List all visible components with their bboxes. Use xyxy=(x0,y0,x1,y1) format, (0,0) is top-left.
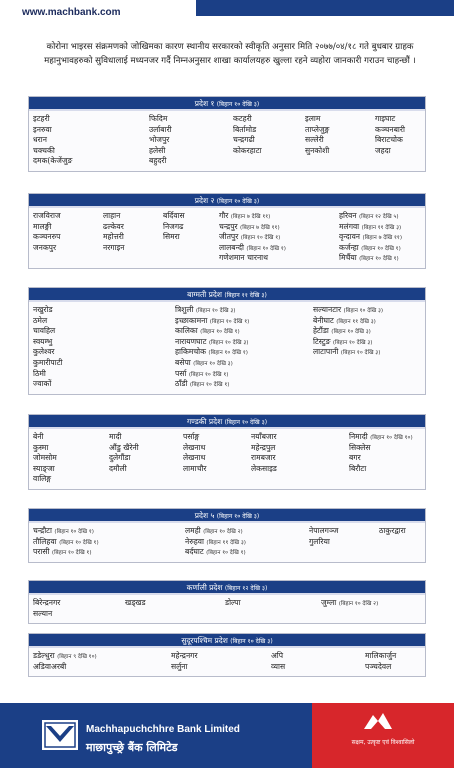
branch-row xyxy=(29,156,425,167)
branch-name xyxy=(183,453,205,464)
branch-label: लालबन्दी xyxy=(219,242,244,252)
branch-label: स्वयम्भु xyxy=(33,336,53,346)
branch-label: नरगाइन xyxy=(103,242,125,252)
branch-label: ढल्केवर xyxy=(103,221,124,231)
branch-hours-note: (बिहान १० देखि १) xyxy=(240,235,281,242)
branch-label: सिमरा xyxy=(163,232,180,242)
bank-name-nepali: माछापुच्छ्रे बैंक लिमिटेड xyxy=(86,741,178,754)
mountain-logo-icon xyxy=(364,711,392,731)
branch-label: बेनीघाट xyxy=(313,315,334,325)
branch-name xyxy=(233,146,262,157)
branch-label: कोकरहाटा xyxy=(233,145,262,155)
branch-label: कालिका xyxy=(175,326,198,336)
branch-label: बिरौटा xyxy=(349,463,367,473)
branch-name xyxy=(33,379,51,390)
branch-hours-note: (बिहान १० देखि १) xyxy=(189,382,230,389)
branch-row xyxy=(29,243,425,254)
branch-label: पञ्चदेवल xyxy=(365,661,392,671)
branch-label: कञ्चनरुप xyxy=(33,232,61,242)
branch-name xyxy=(33,662,66,673)
branch-name xyxy=(149,125,172,136)
branch-hours-note: (बिहान १२ देखि ५) xyxy=(358,214,399,220)
province-title xyxy=(29,415,425,429)
branch-label: राजविराज xyxy=(33,211,61,220)
branch-row xyxy=(29,662,425,673)
branch-name xyxy=(33,316,47,327)
branch-label: नेपालगञ्ज xyxy=(309,526,339,535)
branch-hours-note: (बिहान १० देखि १) xyxy=(361,245,401,252)
branch-name xyxy=(163,222,183,233)
branch-label: बिराटचोक xyxy=(375,135,403,145)
branch-hours-note: (बिहान १० देखि ३) xyxy=(208,339,249,346)
branch-label: मादी xyxy=(109,432,122,441)
branch-name xyxy=(183,443,205,454)
branch-label: महेन्द्रनगर xyxy=(171,651,198,660)
branch-name xyxy=(33,125,52,136)
province-hours: (बिहान १२ देखि ३) xyxy=(224,585,268,592)
branch-hours-note: (बिहान १० देखि २) xyxy=(203,529,243,535)
branch-hours-note: (बिहान ९ देखि १०) xyxy=(57,654,97,660)
branch-name xyxy=(219,253,268,264)
province-hours: (बिहान १० देखि ३) xyxy=(216,198,260,205)
branch-label: कर्जन्हा xyxy=(339,242,359,252)
branch-row xyxy=(29,135,425,146)
province-title xyxy=(29,97,425,111)
branch-hours-note: (बिहान १० देखि ३) xyxy=(193,360,233,367)
branch-name xyxy=(103,222,124,233)
branch-label: सुनकोशी xyxy=(305,145,330,155)
website-url[interactable]: www.machbank.com xyxy=(22,7,121,18)
province-section xyxy=(28,193,426,269)
branch-label: स्याङ्जा xyxy=(33,463,55,473)
branch-name xyxy=(33,232,60,243)
branch-name xyxy=(163,211,185,222)
province-title xyxy=(29,288,425,302)
branch-hours-note: (बिहान १० देखि १) xyxy=(359,256,399,263)
branch-label: मिर्चैया xyxy=(339,253,357,263)
branch-label: जनकपुर xyxy=(33,242,57,252)
branch-label: वृन्दावन xyxy=(339,232,361,242)
branch-label: लाटापानी xyxy=(313,347,339,357)
branch-hours-note: (बिहान ७ देखि ११) xyxy=(362,235,403,242)
branch-name xyxy=(33,211,61,222)
branch-name xyxy=(305,135,324,146)
branch-name xyxy=(309,526,338,537)
branch-name xyxy=(33,135,47,146)
branch-name xyxy=(365,651,396,662)
branch-label: लेकसाइड xyxy=(251,463,277,473)
branch-name xyxy=(33,474,51,485)
branch-name xyxy=(33,609,52,620)
branch-name xyxy=(171,651,198,662)
province-section xyxy=(28,508,426,563)
branch-name xyxy=(33,358,63,369)
branch-name xyxy=(309,537,330,548)
branch-name xyxy=(33,326,55,337)
province-title xyxy=(29,634,425,648)
branch-row xyxy=(29,211,425,222)
branch-row xyxy=(29,369,425,380)
branch-label: हरिवन xyxy=(339,211,357,220)
branch-label: नारायणघाट xyxy=(175,336,207,346)
branch-hours-note: (बिहान ११ देखि ३) xyxy=(336,318,376,325)
branch-label: फिदिम xyxy=(149,114,168,123)
branch-row xyxy=(29,125,425,136)
branch-row xyxy=(29,443,425,454)
branch-row xyxy=(29,453,425,464)
branch-name xyxy=(149,135,169,146)
branch-name xyxy=(149,156,166,167)
branch-row xyxy=(29,651,425,662)
branch-label: दुलेगौंडा xyxy=(109,453,131,463)
branch-hours-note: (बिहान १० देखि १) xyxy=(54,529,94,535)
branch-label: भोजपुर xyxy=(149,135,170,145)
branch-label: व्यास xyxy=(271,661,286,671)
branch-name xyxy=(375,146,391,157)
branch-row xyxy=(29,598,425,609)
branch-label: गाइघाट xyxy=(375,114,396,123)
province-name: प्रदेश २ xyxy=(194,196,215,205)
branch-name xyxy=(33,337,52,348)
branch-label: पर्साङ्ग xyxy=(183,432,200,441)
branch-hours-note: (बिहान १० देखि १) xyxy=(206,550,246,557)
branch-name xyxy=(125,598,146,609)
branch-name xyxy=(305,146,329,157)
branch-row xyxy=(29,432,425,443)
province-title xyxy=(29,194,425,208)
branch-row xyxy=(29,474,425,485)
branch-name xyxy=(365,662,391,673)
branch-label: लामाचौर xyxy=(183,463,207,473)
branch-hours-note: (बिहान १० देखि ३) xyxy=(332,339,373,346)
branch-label: चन्द्रपुर xyxy=(219,221,238,231)
branch-name xyxy=(339,253,399,265)
branch-hours-note: (बिहान १० देखि ३) xyxy=(331,329,371,336)
branch-label: गणेशमान चारनाथ xyxy=(219,253,268,263)
branch-label: खड्खड xyxy=(125,598,146,607)
branch-row xyxy=(29,347,425,358)
branch-label: लाहान xyxy=(103,211,121,220)
branch-label: डडेल्धुरा xyxy=(33,651,55,660)
branch-name xyxy=(109,464,127,475)
branch-name xyxy=(103,232,124,243)
branch-hours-note: (बिहान १० देखि ३) xyxy=(195,308,236,314)
branch-label: जीतपुर xyxy=(219,232,239,242)
bank-logo-icon xyxy=(42,720,78,750)
branch-name xyxy=(149,114,167,125)
branch-name xyxy=(33,369,46,380)
branch-label: बेनी xyxy=(33,432,44,441)
branch-label: बगर xyxy=(349,453,361,463)
branch-hours-note: (बिहान ११ देखि ३) xyxy=(361,224,402,231)
branch-name xyxy=(305,114,320,125)
branch-label: बसेपा xyxy=(175,357,191,367)
branch-name xyxy=(233,114,252,125)
branch-label: बर्दिवास xyxy=(163,211,185,220)
province-section xyxy=(28,96,426,172)
branch-label: बर्दघाट xyxy=(185,547,204,557)
branch-name xyxy=(33,305,53,316)
branch-name xyxy=(233,135,255,146)
branch-label: मालङ्गी xyxy=(33,221,52,231)
province-section xyxy=(28,580,426,624)
branch-label: महेन्द्रपुल xyxy=(251,442,276,452)
branch-name xyxy=(33,146,55,157)
branch-row xyxy=(29,114,425,125)
branch-row xyxy=(29,464,425,475)
branch-name xyxy=(109,443,139,454)
branch-name xyxy=(271,651,283,662)
branch-label: नेरुहवा xyxy=(185,536,204,546)
province-name: प्रदेश ५ xyxy=(194,511,215,520)
province-hours: (बिहान ११ देखि ३) xyxy=(224,292,267,299)
branch-label: मलंगवा xyxy=(339,221,360,231)
branch-label: इनरुवा xyxy=(33,124,52,134)
branch-label: इच्छाकामना xyxy=(175,315,208,325)
branch-name xyxy=(251,443,275,454)
branch-name xyxy=(33,453,57,464)
branch-name xyxy=(251,453,276,464)
province-title xyxy=(29,509,425,523)
branch-hours-note: (बिहान ७ देखि ११) xyxy=(230,214,271,220)
branch-name xyxy=(185,547,246,559)
province-hours: (बिहान १० देखि ३) xyxy=(216,513,260,520)
branch-label: गुलरिया xyxy=(309,536,330,546)
branch-label: जोमसोम xyxy=(33,453,57,463)
branch-label: कटहरी xyxy=(233,114,252,123)
branch-label: वालिङ्ग xyxy=(33,474,52,484)
branch-label: पर्सा xyxy=(175,368,187,378)
branch-label: धरान xyxy=(33,135,47,145)
branch-label: सिक्लेस xyxy=(349,442,371,452)
branch-label: ठाँडी xyxy=(175,379,188,389)
branch-name xyxy=(33,222,51,233)
branch-label: उर्लाबारी xyxy=(149,124,172,134)
bank-name-english: Machhapuchchhre Bank Limited xyxy=(86,724,240,735)
branch-label: बिर्तामोड xyxy=(233,124,257,134)
notice-text: कोरोना भाइरस संक्रमणको जोखिमका कारण स्थानीय सरकारको स्वीकृति अनुसार मिति २०७७/०४/१८ गते बुधबार ग्राहक महानुभावहरुको सुविधालाई मध्यनजर गर्दै निम्नअनुसार शाखा कार्यालयहरु खुल्ला रहने व्यहोरा जानकारी गराउन चाहन्छौं । xyxy=(44,42,416,66)
branch-name xyxy=(349,464,366,475)
branch-label: त्रिशुली xyxy=(175,305,194,314)
branch-label: निमादी xyxy=(349,432,368,441)
branch-hours-note: (बिहान १० देखि २) xyxy=(338,601,379,607)
branch-label: हलेसी xyxy=(149,145,166,155)
province-name: कर्णाली प्रदेश xyxy=(186,583,223,592)
branch-label: ठाकुरद्वारा xyxy=(379,526,406,535)
branch-label: लमही xyxy=(185,526,201,535)
top-bar xyxy=(0,0,454,26)
branch-row xyxy=(29,305,425,316)
province-name: गण्डकी प्रदेश xyxy=(186,417,223,426)
province-name: सुदूरपश्चिम प्रदेश xyxy=(181,636,228,645)
branch-label: हेटौंडा xyxy=(313,326,329,336)
bank-tagline: सक्षम, उत्कृष्ट एवं विश्वासिलो xyxy=(351,739,415,746)
branch-label: महोत्तरी xyxy=(103,232,124,242)
branch-label: चन्द्रौटा xyxy=(33,526,52,535)
branch-row xyxy=(29,222,425,233)
branch-name xyxy=(375,125,405,136)
branch-name xyxy=(109,432,122,443)
branch-label: बहुदरी xyxy=(149,156,167,166)
branch-label: कुस्मा xyxy=(33,442,49,452)
branch-name xyxy=(375,135,403,146)
branch-name xyxy=(375,114,395,125)
branch-row xyxy=(29,379,425,390)
branch-name xyxy=(183,464,207,475)
branch-label: सल्लेरी xyxy=(305,135,324,145)
branch-label: ज्वाकों xyxy=(33,379,52,389)
branch-label: सल्यानटार xyxy=(313,305,342,314)
branch-label: इलाम xyxy=(305,114,321,123)
footer xyxy=(0,703,454,768)
branch-label: चन्द्रगढी xyxy=(233,135,255,145)
branch-label: चक्चकी xyxy=(33,145,55,155)
branch-name xyxy=(33,347,55,358)
branch-label: हाकिमचोक xyxy=(175,347,206,357)
branch-hours-note: (बिहान १० देखि १) xyxy=(59,539,99,546)
branch-label: सर्लुना xyxy=(171,661,188,671)
branch-name xyxy=(251,464,277,475)
branch-name xyxy=(271,662,285,673)
branch-hours-note: (बिहान १० देखि १०) xyxy=(370,435,413,441)
branch-name xyxy=(251,432,277,443)
branch-label: दमौली xyxy=(109,463,127,473)
branch-name xyxy=(103,211,120,222)
branch-label: इटहरी xyxy=(33,114,50,123)
branch-hours-note: (बिहान १० देखि ३) xyxy=(343,308,384,314)
branch-name xyxy=(183,432,199,443)
branch-label: टिस्टुङ xyxy=(313,336,331,346)
branch-hours-note: (बिहान १० देखि १) xyxy=(246,245,286,252)
branch-name xyxy=(33,156,72,167)
branch-label: तौलिहवा xyxy=(33,536,57,546)
branch-name xyxy=(149,146,165,157)
branch-row xyxy=(29,537,425,548)
branch-hours-note: (बिहान ११ देखि ३) xyxy=(206,539,246,546)
branch-label: परासी xyxy=(33,547,50,557)
branch-label: गौर xyxy=(219,211,229,220)
branch-name xyxy=(163,232,180,243)
branch-name xyxy=(225,598,241,609)
province-hours: (बिहान १० देखि ३) xyxy=(216,101,260,108)
branch-row xyxy=(29,326,425,337)
branch-hours-note: (बिहान ७ देखि ११) xyxy=(240,224,280,231)
branch-label: दमक(केजेंजुङ xyxy=(33,156,73,166)
branch-label: मालिकार्जुन xyxy=(365,651,397,660)
branch-label: नखुरोड xyxy=(33,305,53,314)
branch-hours-note: (बिहान १० देखि १) xyxy=(188,371,229,378)
province-name: प्रदेश १ xyxy=(194,99,215,108)
branch-hours-note: (बिहान १० देखि १) xyxy=(209,318,250,325)
branch-label: रामबजार xyxy=(251,453,276,463)
province-section xyxy=(28,414,426,490)
branch-name xyxy=(33,443,48,454)
branch-label: जहदा xyxy=(375,145,391,155)
branch-hours-note: (बिहान १० देखि १) xyxy=(200,329,240,336)
branch-name xyxy=(33,547,92,559)
branch-row xyxy=(29,337,425,348)
branch-row xyxy=(29,609,425,620)
branch-name xyxy=(33,464,55,475)
branch-row xyxy=(29,526,425,537)
branch-label: जुम्ला xyxy=(321,598,337,607)
province-hours: (बिहान १० देखि ३) xyxy=(230,638,273,645)
branch-name xyxy=(233,125,256,136)
province-section xyxy=(28,633,426,677)
header-stripe xyxy=(196,0,454,16)
branch-name xyxy=(33,432,44,443)
province-hours: (बिहान १० देखि ३) xyxy=(224,419,268,426)
province-title xyxy=(29,581,425,595)
branch-name xyxy=(109,453,130,464)
branch-label: कुमारीपाटी xyxy=(33,357,63,367)
branch-label: कञ्चनबारी xyxy=(375,124,405,134)
branch-name xyxy=(33,243,56,254)
branch-label: अपि xyxy=(271,651,284,660)
branch-row xyxy=(29,358,425,369)
branch-row xyxy=(29,232,425,243)
branch-name xyxy=(33,598,60,609)
branch-label: सल्यान xyxy=(33,608,53,618)
branch-name xyxy=(175,379,229,391)
branch-label: अडिवाअरबी xyxy=(33,661,67,671)
branch-row xyxy=(29,146,425,157)
branch-label: कुलेश्वर xyxy=(33,347,55,357)
branch-label: औंडु खैरेनी xyxy=(109,442,139,452)
branch-row xyxy=(29,547,425,558)
branch-row xyxy=(29,316,425,327)
branch-label: बिरेन्द्रनगर xyxy=(33,598,61,607)
branch-label: ताप्लेजुङ्ग xyxy=(305,124,330,134)
branch-label: लेखनाथ xyxy=(183,453,206,463)
branch-label: चावहिल xyxy=(33,326,56,336)
branch-name xyxy=(349,443,371,454)
branch-row xyxy=(29,253,425,264)
branch-label: डोल्पा xyxy=(225,598,241,607)
branch-label: ठमेल xyxy=(33,315,48,325)
branch-name xyxy=(103,243,125,254)
branch-name xyxy=(171,662,187,673)
branch-name xyxy=(305,125,329,136)
branch-hours-note: (बिहान १० देखि १) xyxy=(208,350,248,357)
branch-name xyxy=(33,114,50,125)
branch-hours-note: (बिहान १० देखि ३) xyxy=(340,350,381,357)
branch-label: नयाँबजार xyxy=(251,432,277,441)
branch-label: निजगढ xyxy=(163,221,184,231)
branch-hours-note: (बिहान १० देखि १) xyxy=(51,550,92,557)
branch-label: ठिमी xyxy=(33,368,46,378)
province-name: बाग्मती प्रदेश xyxy=(187,290,222,299)
branch-label: लेखनाथ xyxy=(183,442,206,452)
branch-name xyxy=(349,453,361,464)
province-section xyxy=(28,287,426,395)
branch-name xyxy=(379,526,406,537)
